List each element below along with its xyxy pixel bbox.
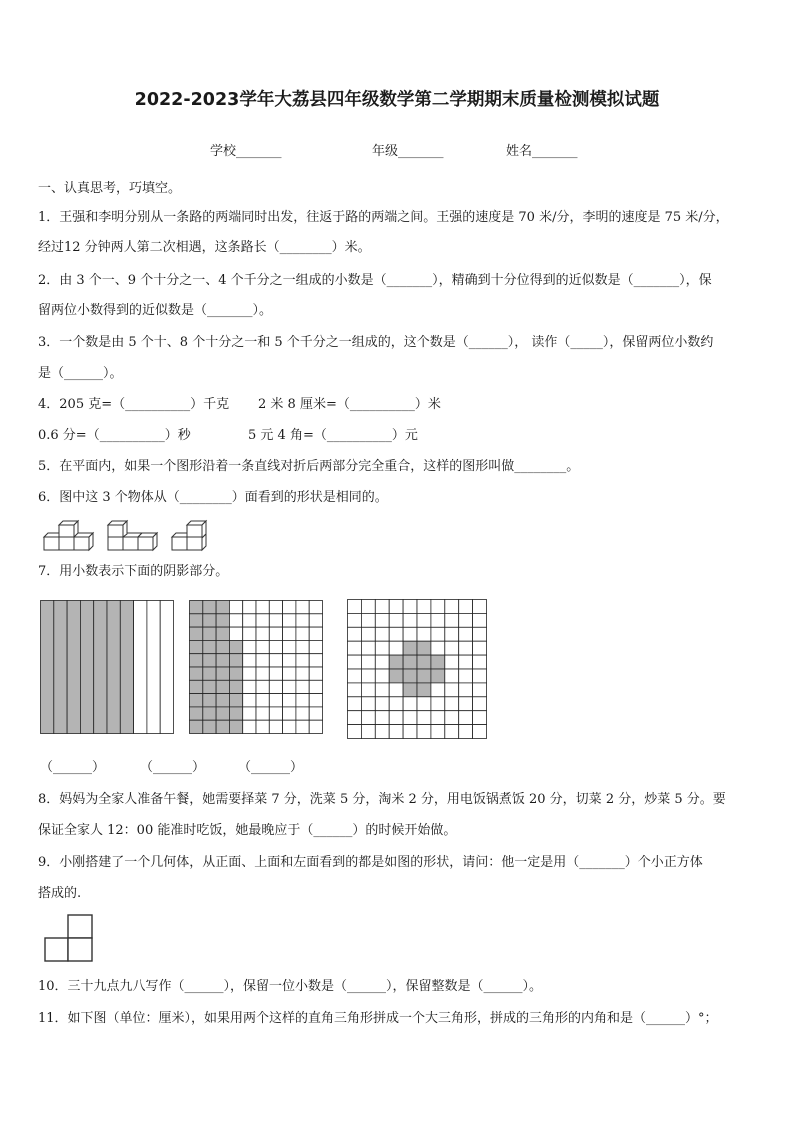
strip-cell [120,601,133,734]
grid-cell [229,667,242,680]
grid-cell [216,627,229,640]
grid-cell [473,669,487,683]
grid-cell [445,711,459,725]
grid-cell [269,694,282,707]
grid-cell [403,600,417,614]
question-11: 11．如下图（单位：厘米），如果用两个这样的直角三角形拼成一个大三角形，拼成的三角形的内角和是（______）°； [38,1011,718,1026]
grid-cell [403,725,417,739]
grid-cell [375,711,389,725]
grid-cell [473,711,487,725]
name-field[interactable]: 姓名_______ [506,144,578,159]
grid-cell [256,680,269,693]
grid-cell [348,683,362,697]
grid-cell [309,614,322,627]
grid-cell [417,641,431,655]
strip-cell [80,601,93,734]
grid-cell [243,680,256,693]
grid-cell [269,667,282,680]
grid-cell [269,654,282,667]
grid-cell [296,707,309,720]
grid-cell [431,613,445,627]
strip-cell [107,601,120,734]
strip-cell [54,601,67,734]
grid-cell [256,694,269,707]
grid-cell [459,711,473,725]
grid-cell [431,725,445,739]
grid-cell [296,640,309,653]
grid-cell [473,641,487,655]
grid-cell [361,711,375,725]
grid-cell [445,697,459,711]
grid-cell [403,613,417,627]
grid-cell [417,627,431,641]
grid-cell [243,720,256,733]
grid-cell [190,667,203,680]
page-title: 2022-2023学年大荔县四年级数学第二学期期末质量检测模拟试题 [134,90,660,110]
grid-cell [403,669,417,683]
grid-cell [403,655,417,669]
grid-cell [375,613,389,627]
grid-cell [459,613,473,627]
grid-cell [417,613,431,627]
grid-cell [256,667,269,680]
grid-cell [459,669,473,683]
grid-cell [309,707,322,720]
grid-cell [375,697,389,711]
grid-cell [296,667,309,680]
grid-cell [229,654,242,667]
grid-cell [283,694,296,707]
grid-cell [296,654,309,667]
strip-cell [94,601,107,734]
grid-cell [459,655,473,669]
grid-cell [445,669,459,683]
grid-cell [309,680,322,693]
grid-cell [190,601,203,614]
school-field[interactable]: 学校_______ [210,144,282,159]
grid-cell [283,680,296,693]
grid-cell [296,601,309,614]
grid-cell [417,697,431,711]
grid-cell [256,707,269,720]
grid-cell [256,614,269,627]
grid-cell [389,683,403,697]
grid-cell [283,640,296,653]
grid-cell [216,680,229,693]
grid-cell [389,711,403,725]
strip-cell [41,601,54,734]
question-3-line-2: 是（______）。 [38,366,123,381]
grid-cell [473,613,487,627]
cube-figure-3 [170,520,210,552]
grid-cell [203,614,216,627]
grid-cell [256,627,269,640]
grid-cell [216,694,229,707]
answer-blank-2[interactable]: （______） [140,760,206,775]
grid-cell [445,600,459,614]
grid-cell [431,655,445,669]
view-shape-figure [44,914,96,964]
grid-cell [348,600,362,614]
grid-cell [269,640,282,653]
grid-cell [283,707,296,720]
grid-cell [459,641,473,655]
grid-cell [256,601,269,614]
grid-cell [269,707,282,720]
grid-cell [190,720,203,733]
grid-cell [190,654,203,667]
grid-cell [348,725,362,739]
question-10: 10．三十九点九八写作（______），保留一位小数是（______），保留整数是（______）。 [38,979,543,994]
grid-cell [283,667,296,680]
grid-cell [296,720,309,733]
grid-cell [269,614,282,627]
section-heading: 一、认真思考，巧填空。 [38,181,182,196]
grid-cell [431,697,445,711]
grid-cell [283,654,296,667]
question-9-line-1: 9．小刚搭建了一个几何体，从正面、上面和左面看到的都是如图的形状，请问：他一定是用（_______）个小正方体 [38,855,703,870]
grid-cell [256,654,269,667]
question-4-item-b: 2 米 8 厘米=（__________）米 [258,397,441,412]
grid-cell [375,669,389,683]
answer-blank-3[interactable]: （______） [238,760,304,775]
grid-cell [431,627,445,641]
grid-cell [403,641,417,655]
grid-cell [389,613,403,627]
grid-cell [417,725,431,739]
question-9-line-2: 搭成的. [38,886,82,901]
grid-cell [431,600,445,614]
grid-cell [296,614,309,627]
grid-cell [243,707,256,720]
grid-cell [389,627,403,641]
grid-cell [361,600,375,614]
grid-cell [389,600,403,614]
grid-cell [190,640,203,653]
grid-cell [361,683,375,697]
grid-cell [296,680,309,693]
grid-cell [375,600,389,614]
grid-cell [445,655,459,669]
question-2-line-1: 2．由 3 个一、9 个十分之一、4 个千分之一组成的小数是（_______），精确到十分位得到的近似数是（_______），保 [38,273,712,288]
grid-cell [203,694,216,707]
grid-cell [229,694,242,707]
grid-cell [473,683,487,697]
grade-field[interactable]: 年级_______ [372,144,444,159]
grid-cell [348,627,362,641]
grid-cell [216,614,229,627]
grid-cell [473,627,487,641]
grid-cell [309,627,322,640]
grid-cell [269,720,282,733]
grid-cell [445,613,459,627]
grid-cell [203,601,216,614]
grid-cell [417,669,431,683]
shaded-strips-figure [40,600,174,734]
grid-cell [216,640,229,653]
grid-cell [389,641,403,655]
question-6: 6．图中这 3 个物体从（________）面看到的形状是相同的。 [38,490,388,505]
grid-cell [431,711,445,725]
grid-cell [389,669,403,683]
grid-cell [389,725,403,739]
strip-cell [67,601,80,734]
grid-cell [431,641,445,655]
grid-cell [431,669,445,683]
grid-cell [361,697,375,711]
grid-cell [348,697,362,711]
grid-cell [256,640,269,653]
cube-figure-1 [42,520,102,552]
grid-cell [243,627,256,640]
grid-cell [269,601,282,614]
grid-cell [309,640,322,653]
grid-cell [190,614,203,627]
grid-cell [309,601,322,614]
grid-cell [309,667,322,680]
grid-cell [361,669,375,683]
grid-cell [216,667,229,680]
grid-cell [203,640,216,653]
grid-cell [375,627,389,641]
grid-cell [473,725,487,739]
grid-cell [309,694,322,707]
grid-cell [229,707,242,720]
grid-cell [375,655,389,669]
grid-cell [473,655,487,669]
strip-cell [134,601,147,734]
grid-cell [348,669,362,683]
grid-cell [417,683,431,697]
grid-cell [403,683,417,697]
grid-cell [389,697,403,711]
question-4-item-a: 4．205 克=（__________）千克 [38,397,230,412]
grid-cell [309,720,322,733]
grid-cell [417,600,431,614]
grid-cell [243,601,256,614]
grid-cell [473,697,487,711]
grid-cell [216,720,229,733]
grid-cell [459,697,473,711]
grid-cell [417,655,431,669]
grid-cell [243,694,256,707]
grid-cell [269,680,282,693]
grid-cell [403,697,417,711]
grid-cell [348,655,362,669]
grid-cell [203,680,216,693]
grid-cell [375,683,389,697]
question-8-line-2: 保证全家人 12：00 能准时吃饭，她最晚应于（______）的时候开始做。 [38,823,457,838]
grid-cell [403,627,417,641]
grid-cell [296,694,309,707]
grid-cell [348,711,362,725]
grid-cell [375,641,389,655]
grid-cell [403,711,417,725]
question-1-line-2: 经过12 分钟两人第二次相遇，这条路长（________）米。 [38,240,371,255]
grid-cell [459,627,473,641]
grid-cell [389,655,403,669]
question-4-item-c: 0.6 分=（__________）秒 [38,428,191,443]
grid-cell [348,641,362,655]
strip-cell [160,601,173,734]
grid-cell [229,720,242,733]
grid-cell [229,601,242,614]
grid-cell [283,720,296,733]
answer-blank-1[interactable]: （______） [40,760,106,775]
cube-figure-2 [106,520,166,552]
grid-cell [203,707,216,720]
grid-cell [459,683,473,697]
grid-cell [229,680,242,693]
grid-cell [361,613,375,627]
grid-cell [445,641,459,655]
grid-cell [445,627,459,641]
grid-cell [216,654,229,667]
grid-cell [361,655,375,669]
grid-cell [243,614,256,627]
grid-cell [417,711,431,725]
shaded-cross-grid-figure [347,599,487,739]
grid-cell [445,683,459,697]
grid-cell [229,614,242,627]
grid-cell [243,640,256,653]
grid-cell [473,600,487,614]
strip-cell [147,601,160,734]
question-3-line-1: 3．一个数是由 5 个十、8 个十分之一和 5 个千分之一组成的，这个数是（______）， 读作（_____），保留两位小数约 [38,335,714,350]
grid-cell [283,601,296,614]
grid-cell [190,627,203,640]
grid-cell [190,707,203,720]
grid-cell [459,725,473,739]
grid-cell [309,654,322,667]
question-7: 7．用小数表示下面的阴影部分。 [38,564,229,579]
grid-cell [203,627,216,640]
question-2-line-2: 留两位小数得到的近似数是（_______）。 [38,303,273,318]
grid-cell [445,725,459,739]
grid-cell [361,641,375,655]
grid-cell [269,627,282,640]
grid-cell [283,627,296,640]
grid-cell [256,720,269,733]
grid-cell [296,627,309,640]
grid-cell [203,654,216,667]
grid-cell [459,600,473,614]
grid-cell [348,613,362,627]
grid-cell [190,680,203,693]
grid-cell [229,627,242,640]
grid-cell [431,683,445,697]
grid-cell [203,720,216,733]
grid-cell [243,667,256,680]
question-8-line-1: 8．妈妈为全家人准备午餐，她需要择菜 7 分，洗菜 5 分，淘米 2 分，用电饭锅煮饭 20 分，切菜 2 分，炒菜 5 分。要 [38,792,726,807]
grid-cell [190,694,203,707]
grid-cell [203,667,216,680]
shaded-grid-figure [189,600,323,734]
grid-cell [216,707,229,720]
question-1-line-1: 1．王强和李明分别从一条路的两端同时出发，往返于路的两端之间。王强的速度是 70 米/分，李明的速度是 75 米/分， [38,210,729,225]
grid-cell [361,627,375,641]
question-5: 5．在平面内，如果一个图形沿着一条直线对折后两部分完全重合，这样的图形叫做________。 [38,459,580,474]
grid-cell [375,725,389,739]
question-4-item-d: 5 元 4 角=（__________）元 [248,428,418,443]
grid-cell [361,725,375,739]
grid-cell [229,640,242,653]
grid-cell [216,601,229,614]
grid-cell [283,614,296,627]
grid-cell [243,654,256,667]
